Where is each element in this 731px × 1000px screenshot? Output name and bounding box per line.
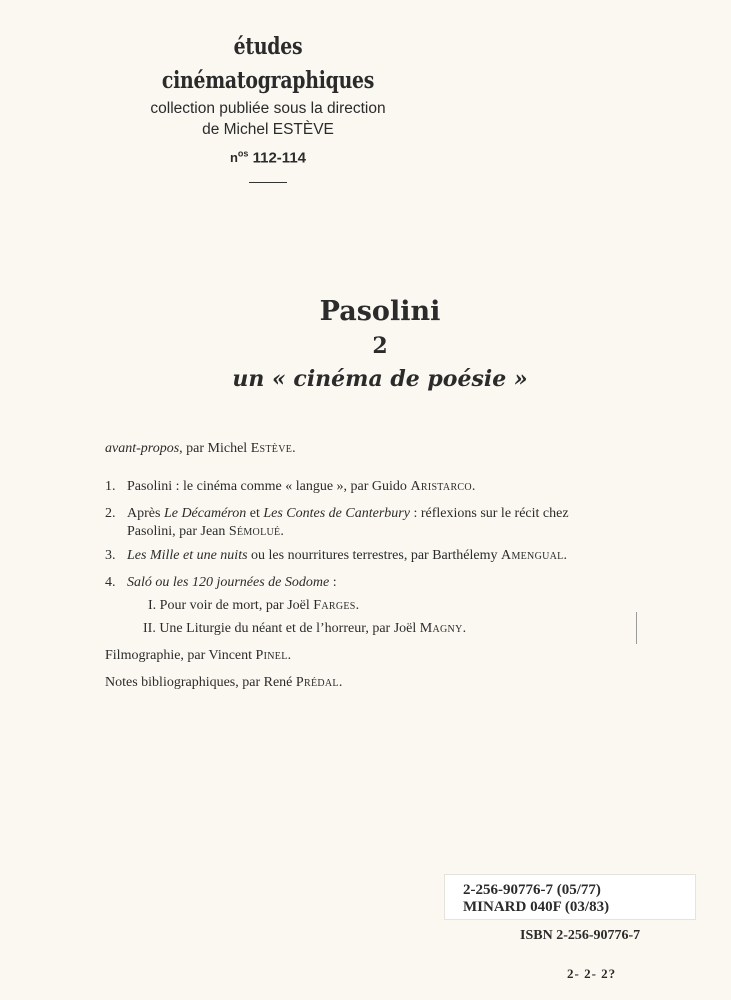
sticker-line-1: 2-256-90776-7 (05/77) [463,882,601,898]
book-title: Pasolini [319,296,441,327]
divider-rule [249,182,287,183]
toc-item-2-number: 2. [105,506,116,521]
isbn-line [520,928,640,944]
toc-filmography [105,647,670,665]
series-title: études cinématographiques [161,33,375,94]
series-block [118,30,418,183]
toc-item-2-line-2-text: Pasolini, par Jean [127,524,226,539]
toc-foreword-author: Estève. [250,441,296,456]
toc-filmography-author: Pinel. [255,648,292,663]
toc-item-3 [105,547,670,565]
toc-item-3-number: 3. [105,548,116,563]
toc-item-1 [105,478,670,496]
book-title-block [180,294,580,394]
toc-filmography-text: Filmographie, par Vincent [105,648,253,663]
margin-mark [636,612,637,644]
series-editor-prefix: de Michel [202,121,269,138]
toc-item-2-line-2 [105,523,670,541]
toc-item-1-author: Aristarco. [410,479,476,494]
series-editor-name: ESTÈVE [272,121,334,138]
issue-prefix-sup: os [237,149,249,159]
toc-item-2 [105,505,670,541]
issue-prefix: n [229,150,238,166]
toc-item-4-title: Saló ou les 120 journées de Sodome [127,575,330,590]
toc-item-2-title-2: Les Contes de Canterbury [263,506,410,521]
toc-item-4-sub-2 [143,620,708,638]
toc-notes-text: Notes bibliographiques, par René [105,675,293,690]
toc-item-3-text: ou les nourritures terrestres, par Barthélemy [247,548,498,563]
book-subtitle: un « cinéma de poésie » [232,366,528,392]
toc-notes-author: Prédal. [295,675,343,690]
series-direction-line: collection publiée sous la direction [150,100,386,117]
toc-item-4-sub-1 [148,597,713,615]
issue-value: 112-114 [252,149,307,167]
toc-item-3-title: Les Mille et une nuits [127,548,248,563]
toc-foreword [105,440,670,458]
toc-item-4 [105,574,670,592]
toc-item-2-author: Sémolué. [228,524,285,539]
toc-item-4-sub-1-text: I. Pour voir de mort, par Joël [148,598,310,613]
toc-item-4-number: 4. [105,575,116,590]
toc-item-1-text: Pasolini : le cinéma comme « langue », par Guido [127,479,407,494]
series-editor-line [118,119,418,140]
series-issue-number [118,142,418,170]
isbn-value: 2-256-90776-7 [556,928,641,943]
toc-item-2-mid: et [249,506,260,521]
toc-item-4-sub-2-author: Magny. [419,621,467,636]
toc-notes [105,674,670,692]
price-label-sticker [444,874,696,920]
toc-item-1-number: 1. [105,479,116,494]
toc-item-2-post: : réflexions sur le récit chez [409,506,569,521]
book-volume: 2 [372,333,388,359]
toc-foreword-title: avant-propos [105,441,180,456]
toc-item-4-sub-2-text: II. Une Liturgie du néant et de l’horreur, par Joël [143,621,417,636]
toc-item-4-colon: : [329,575,337,590]
toc-item-4-sub-1-author: Farges. [313,598,360,613]
toc-item-3-author: Amengual. [501,548,568,563]
toc-item-2-title-1: Le Décaméron [163,506,247,521]
sticker-line-2: MINARD 040F (03/83) [463,899,610,915]
toc-foreword-by: , par Michel [179,441,248,456]
toc-item-2-pre: Après [127,506,161,521]
print-code: 2- 2- 2? [567,966,617,981]
isbn-label: ISBN [520,928,553,943]
